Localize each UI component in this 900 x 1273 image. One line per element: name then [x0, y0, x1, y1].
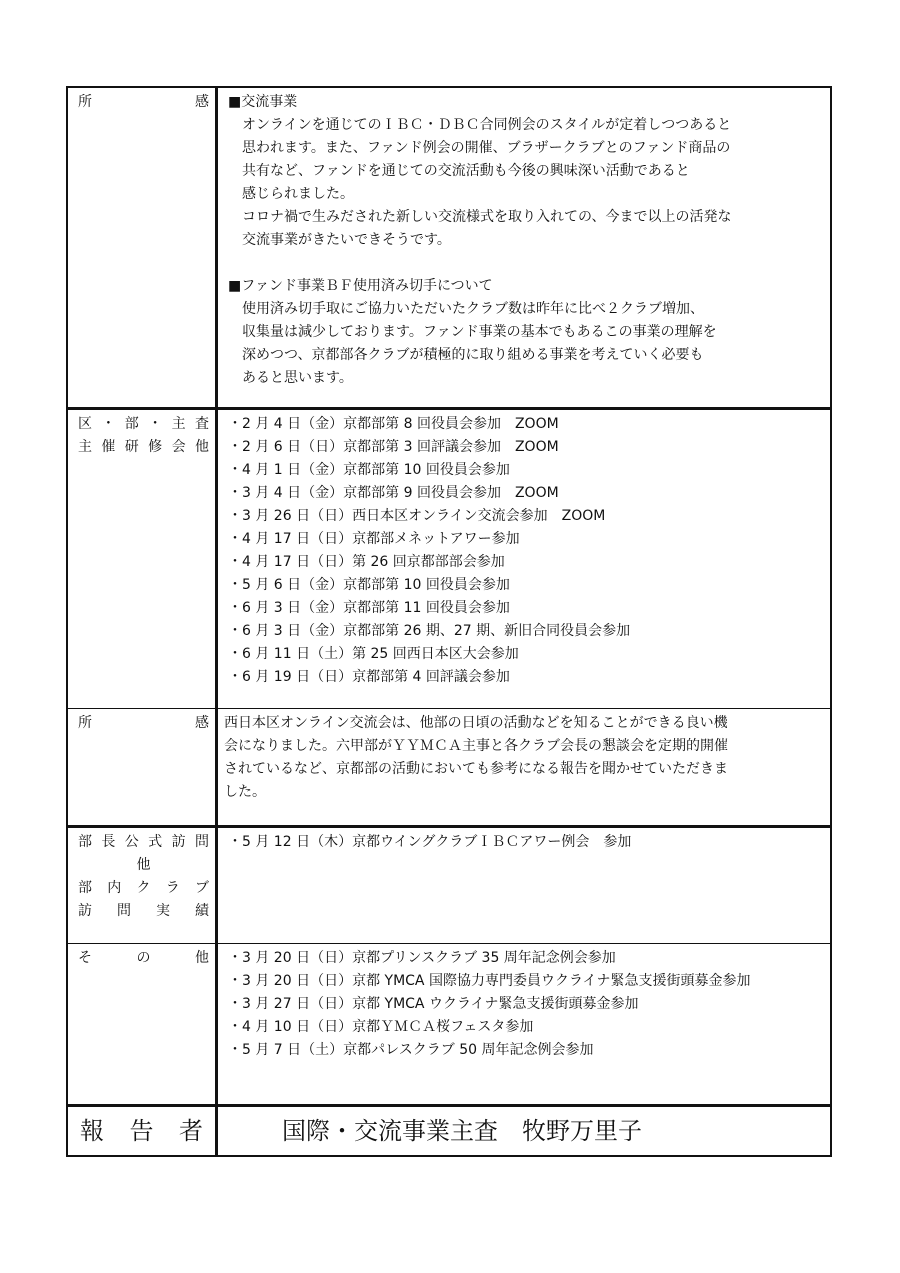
list-item: ・5 月 7 日（土）京都パレスクラブ 50 周年記念例会参加 [228, 1042, 594, 1058]
label-line: 主 催 研 修 会 他 [78, 439, 209, 455]
para-line: 思われます。また、ファンド例会の開催、ブラザークラブとのファンド商品の [242, 140, 731, 156]
other-list [228, 947, 826, 1062]
row-reporter [67, 1106, 831, 1157]
label-line: 訪 問 実 績 [78, 903, 209, 919]
row-visits [67, 827, 831, 944]
para-line: されているなど、京都部の活動においても参考になる報告を聞かせていただきま [224, 761, 728, 777]
reporter-name: 国際・交流事業主査 牧野万里子 [282, 1117, 642, 1145]
list-item: ・6 月 19 日（日）京都部第 4 回評議会参加 [228, 669, 510, 685]
row-training [67, 409, 831, 709]
row-impressions-2 [67, 709, 831, 827]
label-training [67, 409, 217, 709]
content-visits [217, 827, 832, 944]
para-line: 会になりました。六甲部がＹＹＭＣＡ主事と各クラブ会長の懇談会を定期的開催 [224, 738, 728, 754]
para-line: 交流事業がきたいできそうです。 [242, 232, 451, 248]
list-item: ・5 月 6 日（金）京都部第 10 回役員会参加 [228, 577, 510, 593]
label-line: 部 長 公 式 訪 問 [78, 834, 209, 850]
para-line: 共有など、ファンドを通じての交流活動も今後の興味深い活動であると [242, 163, 690, 179]
label-visits [67, 827, 217, 944]
list-item: ・3 月 26 日（日）西日本区オンライン交流会参加 ZOOM [228, 508, 606, 524]
list-item: ・5 月 12 日（木）京都ウイングクラブＩＢＣアワー例会 参加 [228, 834, 632, 850]
label-line: 所 感 [78, 94, 209, 110]
label-line: 他 [136, 857, 151, 873]
content-impressions-1 [217, 87, 832, 409]
label-impressions-1 [67, 87, 217, 409]
para-line: あると思います。 [242, 370, 353, 386]
para-line: 収集量は減少しております。ファンド事業の基本でもあるこの事業の理解を [242, 324, 717, 340]
label-line: そ の 他 [78, 950, 209, 966]
label-reporter [67, 1106, 217, 1157]
report-table [66, 86, 832, 1157]
content-training [217, 409, 832, 709]
label-line: 報 告 者 [80, 1117, 203, 1145]
list-item: ・2 月 6 日（日）京都部第 3 回評議会参加 ZOOM [228, 439, 559, 455]
list-item: ・6 月 3 日（金）京都部第 26 期、27 期、新旧合同役員会参加 [228, 623, 631, 639]
para-line: 西日本区オンライン交流会は、他部の日頃の活動などを知ることができる良い機 [224, 715, 728, 731]
heading-exchange-business: ■交流事業 [228, 94, 298, 110]
label-line: 部 内 ク ラ ブ [78, 880, 209, 896]
list-item: ・6 月 11 日（土）第 25 回西日本区大会参加 [228, 646, 519, 662]
visits-list [228, 831, 826, 854]
list-item: ・3 月 4 日（金）京都部第 9 回役員会参加 ZOOM [228, 485, 559, 501]
list-item: ・4 月 17 日（日）第 26 回京都部部会参加 [228, 554, 505, 570]
label-other [67, 944, 217, 1106]
list-item: ・3 月 20 日（日）京都プリンスクラブ 35 周年記念例会参加 [228, 950, 616, 966]
row-other [67, 944, 831, 1106]
para-line: した。 [224, 784, 266, 800]
list-item: ・6 月 3 日（金）京都部第 11 回役員会参加 [228, 600, 510, 616]
list-item: ・2 月 4 日（金）京都部第 8 回役員会参加 ZOOM [228, 416, 559, 432]
para-line: コロナ禍で生みだされた新しい交流様式を取り入れての、今まで以上の活発な [242, 209, 732, 225]
para-line: 感じられました。 [242, 186, 354, 202]
list-item: ・4 月 10 日（日）京都ＹＭＣＡ桜フェスタ参加 [228, 1019, 534, 1035]
list-item: ・4 月 17 日（日）京都部メネットアワー参加 [228, 531, 520, 547]
heading-fund-business: ■ファンド事業ＢＦ使用済み切手について [228, 278, 493, 294]
content-impressions-2 [217, 709, 832, 827]
para-line: 使用済み切手取にご協力いただいたクラブ数は昨年に比べ２クラブ増加、 [242, 301, 704, 317]
label-impressions-2 [67, 709, 217, 827]
row-impressions-1 [67, 87, 831, 409]
para-line: オンラインを通じてのＩＢＣ・ＤＢＣ合同例会のスタイルが定着しつつあると [242, 117, 732, 133]
list-item: ・4 月 1 日（金）京都部第 10 回役員会参加 [228, 462, 510, 478]
training-list [228, 413, 826, 689]
content-reporter [217, 1106, 832, 1157]
list-item: ・3 月 27 日（日）京都 YMCA ウクライナ緊急支援街頭募金参加 [228, 996, 639, 1012]
content-other [217, 944, 832, 1106]
list-item: ・3 月 20 日（日）京都 YMCA 国際協力専門委員ウクライナ緊急支援街頭募金参加 [228, 973, 751, 989]
para-line: 深めつつ、京都部各クラブが積極的に取り組める事業を考えていく必要も [242, 347, 704, 363]
label-line: 所 感 [78, 715, 209, 731]
label-line: 区 ・ 部 ・ 主 査 [78, 416, 209, 432]
